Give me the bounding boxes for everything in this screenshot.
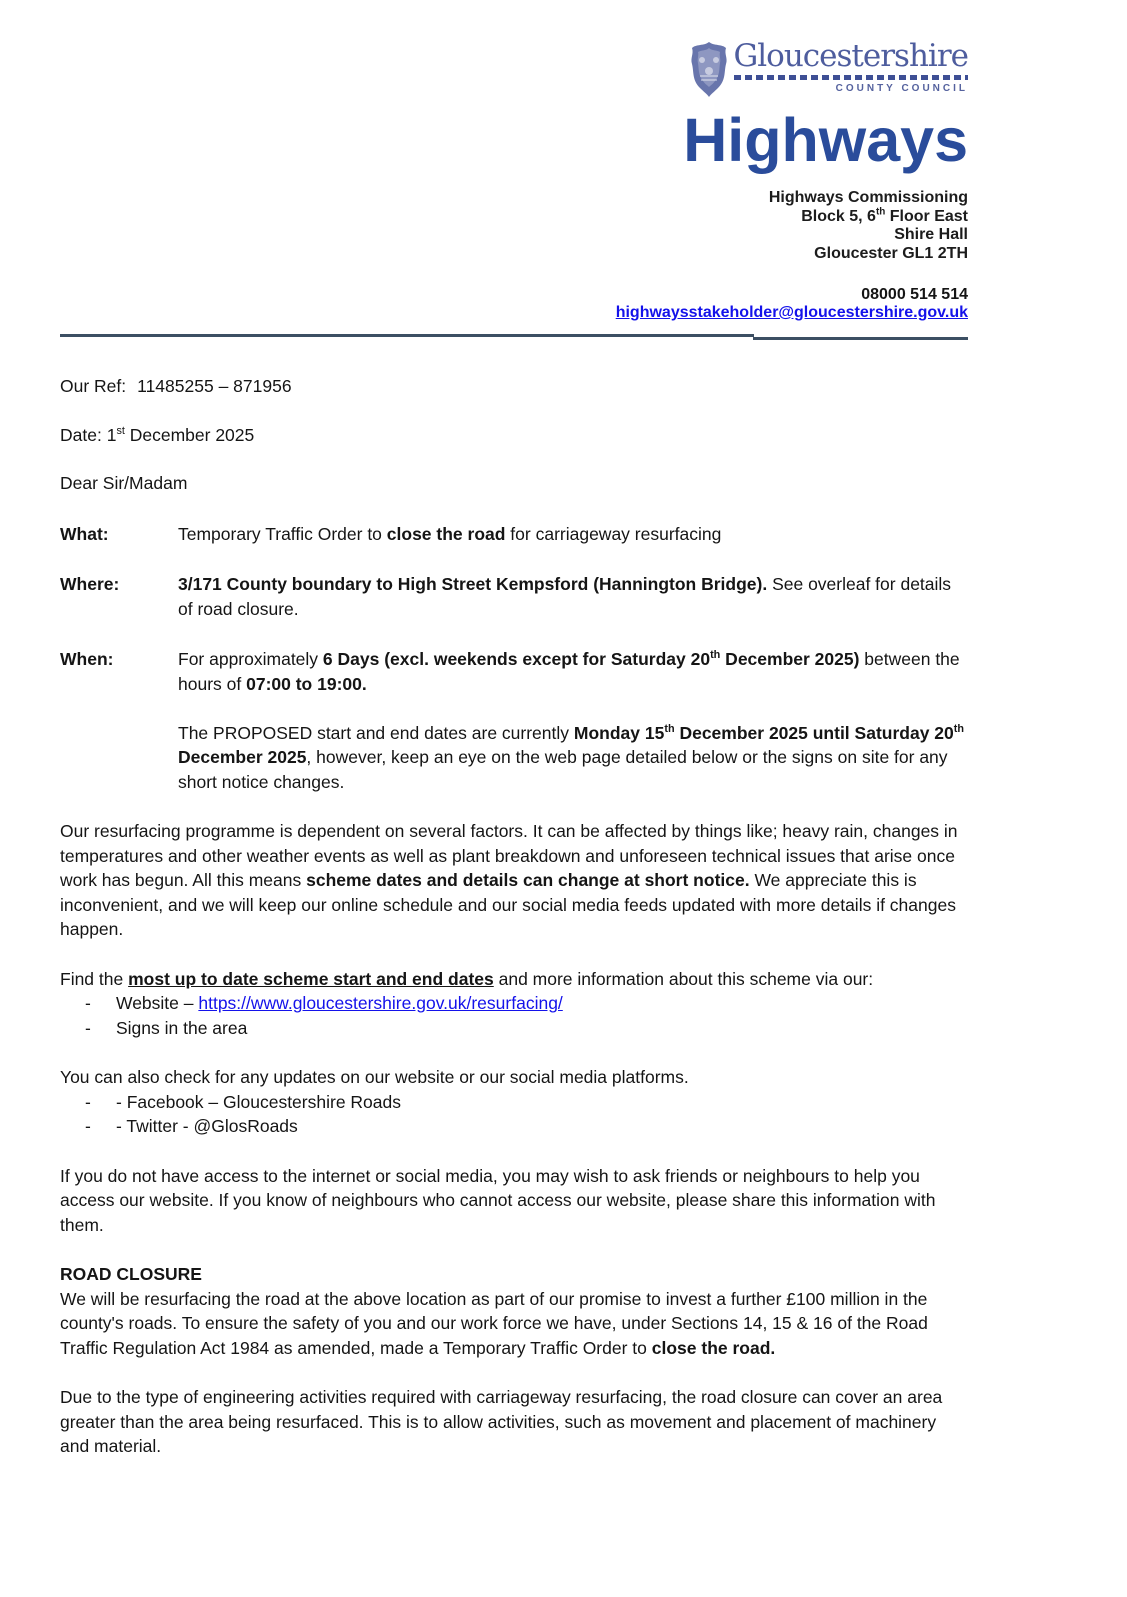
letter-body	[60, 374, 968, 1459]
email-row	[616, 304, 968, 322]
council-name: Gloucestershire	[733, 38, 968, 74]
address-line-1: Highways Commissioning	[768, 189, 968, 206]
council-subtitle: COUNTY COUNCIL	[835, 82, 968, 94]
highways-title: Highways	[683, 106, 968, 174]
what-label: What:	[60, 523, 109, 544]
address-line-3: Shire Hall	[894, 226, 968, 243]
resurfacing-url-link[interactable]: https://www.gloucestershire.gov.uk/resurfacing/	[198, 993, 563, 1013]
our-ref-label: Our Ref:	[60, 376, 127, 396]
where-content: 3/171 County boundary to High Street Kempsford (Hannington Bridge). See overleaf for details of road closure.	[178, 574, 952, 619]
council-logo	[686, 40, 969, 98]
council-wordmark	[734, 40, 969, 94]
address-line-2: Block 5, 6th Floor East	[801, 206, 968, 225]
date-line: Date: 1st December 2025	[60, 424, 255, 445]
facebook-label: - Facebook – Gloucestershire Roads	[116, 1091, 401, 1112]
bullet-signs	[60, 1016, 968, 1041]
phone-number: 08000 514 514	[861, 286, 968, 303]
bullet-website	[60, 991, 968, 1016]
divider-segment-right	[753, 337, 968, 340]
bullet-twitter	[60, 1114, 968, 1139]
where-row	[60, 572, 968, 621]
resurfacing-programme-paragraph: Our resurfacing programme is dependent on several factors. It can be affected by things like; heavy rain, changes in temperatures and other weather events as well as plant breakdown and unforeseen technical issues that arise once work has begun. All this means scheme dates and details can change at short notice. We appreciate this is inconvenient, and we will keep our online schedule and our social media feeds updated with more details if changes happen.	[60, 821, 958, 939]
signs-label: Signs in the area	[116, 1017, 248, 1038]
our-ref-line	[60, 374, 968, 399]
when-content	[178, 647, 968, 794]
letterhead	[60, 40, 968, 322]
what-content: Temporary Traffic Order to close the road for carriageway resurfacing	[178, 523, 722, 544]
address-line-4: Gloucester GL1 2TH	[814, 244, 968, 262]
bullet-dash: -	[85, 993, 91, 1013]
our-ref-value: 11485255 – 871956	[137, 376, 292, 396]
when-paragraph-1: For approximately 6 Days (excl. weekends except for Saturday 20th December 2025) between the hours of 07:00 to 19:00.	[178, 649, 960, 694]
bullet-dash: -	[85, 1091, 91, 1112]
council-crest-icon	[686, 40, 732, 98]
website-label: Website –	[116, 993, 199, 1013]
where-label: Where:	[60, 574, 120, 594]
divider-segment-left	[60, 334, 754, 337]
find-dates-line: Find the most up to date scheme start and end dates and more information about this scheme via our:	[60, 968, 874, 989]
road-closure-paragraph: We will be resurfacing the road at the above location as part of our promise to invest a further £100 million in the county's roads. To ensure the safety of you and our work force we have, under Sections 14, 15 & 16 of the Road Traffic Regulation Act 1984 as amended, made a Temporary Traffic Order to close the road.	[60, 1288, 928, 1358]
bullet-dash: -	[85, 1017, 91, 1038]
when-row	[60, 647, 968, 794]
road-closure-section	[60, 1262, 968, 1360]
salutation: Dear Sir/Madam	[60, 473, 188, 493]
bullet-dash: -	[85, 1116, 91, 1136]
road-closure-heading: ROAD CLOSURE	[60, 1264, 202, 1284]
internet-access-paragraph: If you do not have access to the internet or social media, you may wish to ask friends or neighbours to help you access our website. If you know of neighbours who cannot access our website, please share this information with them.	[60, 1165, 936, 1235]
when-paragraph-2: The PROPOSED start and end dates are currently Monday 15th December 2025 until Saturday 20th December 2025, however, keep an eye on the web page detailed below or the signs on site for any short notice changes.	[178, 722, 964, 792]
logo-dash-divider	[734, 75, 969, 80]
when-label: When:	[60, 649, 114, 669]
what-row	[60, 522, 968, 547]
twitter-label: - Twitter - @GlosRoads	[116, 1116, 298, 1136]
divider-line	[60, 334, 968, 340]
engineering-activities-paragraph: Due to the type of engineering activities required with carriageway resurfacing, the road closure can cover an area greater than the area being resurfaced. This is to allow activities, such as movement and placement of machinery and material.	[60, 1387, 943, 1456]
social-intro-line: You can also check for any updates on our website or our social media platforms.	[60, 1067, 689, 1087]
email-link[interactable]: highwaysstakeholder@gloucestershire.gov.uk	[615, 304, 968, 321]
address-block	[769, 189, 968, 263]
bullet-facebook	[60, 1090, 968, 1115]
